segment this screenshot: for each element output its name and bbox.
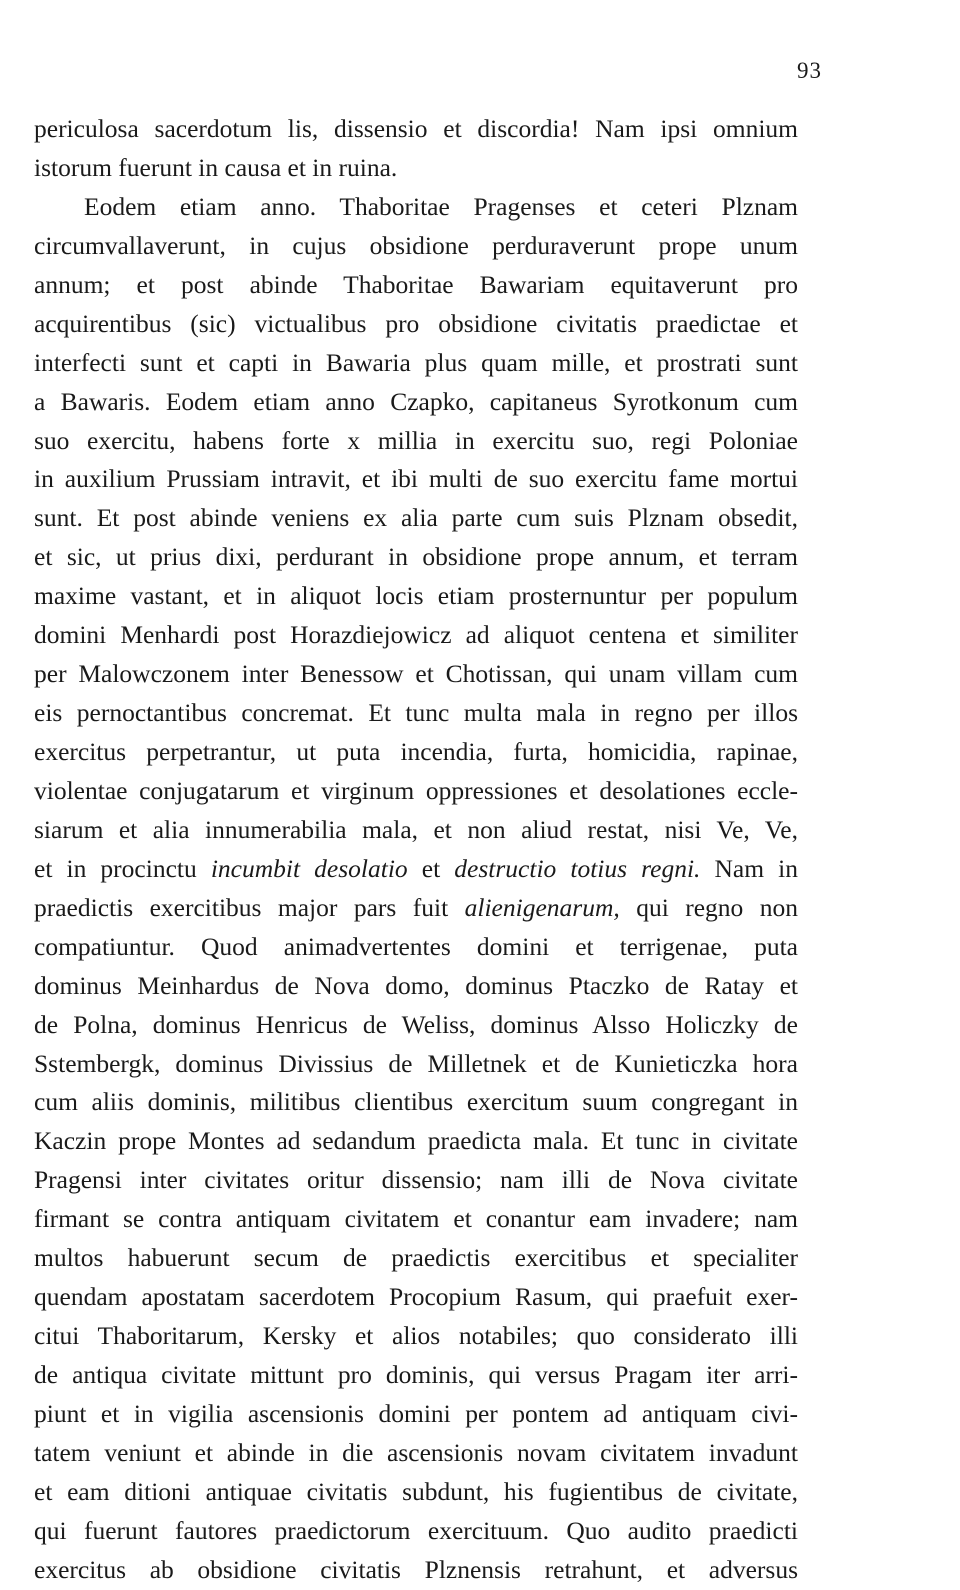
- text-line: [34, 1122, 798, 1161]
- italic-text: incumbit desolatio: [210, 853, 408, 883]
- text-line: [34, 499, 798, 538]
- text-line: [34, 538, 798, 577]
- text-segment: Pragensi inter civitates oritur dissensio; nam illi de Nova civitate: [34, 1165, 798, 1195]
- text-segment: et in procinctu: [34, 853, 211, 883]
- text-line: [34, 1395, 798, 1434]
- text-segment: Eodem etiam anno. Thaboritae Pragenses et ceteri Plznam: [84, 191, 798, 221]
- text-line: [34, 733, 798, 772]
- text-segment: annum; et post abinde Thaboritae Bawariam equitaverunt pro: [34, 269, 798, 299]
- text-segment: citui Thaboritarum, Kersky et alios notabiles; quo considerato illi: [34, 1321, 798, 1351]
- text-segment: quendam apostatam sacerdotem Procopium Rasum, qui praefuit exer-: [34, 1282, 798, 1312]
- text-segment: et: [407, 853, 455, 883]
- body-text: [34, 110, 798, 1590]
- text-segment: istorum fuerunt in causa et in ruina.: [34, 152, 398, 182]
- text-segment: qui fuerunt fautores praedictorum exercituum. Quo audito praedicti: [34, 1515, 798, 1545]
- text-line: [34, 383, 798, 422]
- text-segment: qui regno non: [619, 892, 798, 922]
- text-segment: maxime vastant, et in aliquot locis etiam prosternuntur per populum: [34, 581, 798, 611]
- italic-text: alienigenarum,: [464, 892, 620, 922]
- text-line: [34, 460, 798, 499]
- text-line: [34, 1356, 798, 1395]
- page-number: 93: [797, 58, 822, 83]
- text-segment: siarum et alia innumerabilia mala, et non aliud restat, nisi Ve, Ve,: [34, 814, 798, 844]
- text-segment: Sstembergk, dominus Divissius de Milletnek et de Kunieticzka hora: [34, 1048, 798, 1078]
- text-segment: a Bawaris. Eodem etiam anno Czapko, capitaneus Syrotkonum cum: [34, 386, 798, 416]
- text-segment: compatiuntur. Quod animadvertentes domini et terrigenae, puta: [34, 931, 798, 961]
- text-line: [34, 1278, 798, 1317]
- text-line: [34, 1161, 798, 1200]
- text-line: [34, 188, 798, 227]
- text-line: [34, 1317, 798, 1356]
- text-segment: et eam ditioni antiquae civitatis subdunt, his fugientibus de civitate,: [34, 1476, 798, 1506]
- text-line: [34, 110, 798, 149]
- text-segment: suo exercitu, habens forte x millia in exercitu suo, regi Poloniae: [34, 425, 798, 455]
- text-line: [34, 305, 798, 344]
- text-line: [34, 1239, 798, 1278]
- text-segment: violentae conjugatarum et virginum oppressiones et desolationes eccle-: [34, 775, 798, 805]
- text-line: [34, 1473, 798, 1512]
- text-segment: Nam in: [700, 853, 799, 883]
- text-segment: interfecti sunt et capti in Bawaria plus quam mille, et prostrati sunt: [34, 347, 798, 377]
- text-line: [34, 1551, 798, 1590]
- text-line: [34, 422, 798, 461]
- text-segment: tatem veniunt et abinde in die ascensionis novam civitatem invadunt: [34, 1437, 798, 1467]
- text-line: [34, 811, 798, 850]
- text-line: [34, 1045, 798, 1084]
- text-segment: periculosa sacerdotum lis, dissensio et discordia! Nam ipsi omnium: [34, 114, 798, 143]
- text-segment: in auxilium Prussiam intravit, et ibi multi de suo exercitu fame mortui: [34, 464, 798, 494]
- text-segment: eis pernoctantibus concremat. Et tunc multa mala in regno per illos: [34, 698, 798, 728]
- text-line: [34, 266, 798, 305]
- italic-text: destructio totius regni.: [454, 853, 701, 883]
- text-line: [34, 344, 798, 383]
- text-segment: per Malowczonem inter Benessow et Chotissan, qui unam villam cum: [34, 659, 798, 689]
- text-segment: circumvallaverunt, in cujus obsidione perduraverunt prope unum: [34, 230, 798, 260]
- text-segment: domini Menhardi post Horazdiejowicz ad aliquot centena et similiter: [34, 620, 798, 650]
- text-line: [34, 149, 798, 188]
- text-line: [34, 1434, 798, 1473]
- text-segment: piunt et in vigilia ascensionis domini per pontem ad antiquam civi-: [34, 1398, 798, 1428]
- text-segment: firmant se contra antiquam civitatem et conantur eam invadere; nam: [34, 1204, 798, 1234]
- text-line: [34, 772, 798, 811]
- text-segment: exercitus perpetrantur, ut puta incendia, furta, homicidia, rapinae,: [34, 737, 798, 766]
- text-segment: multos habuerunt secum de praedictis exercitibus et specialiter: [34, 1243, 798, 1273]
- text-segment: praedictis exercitibus major pars fuit: [34, 892, 465, 922]
- text-line: [34, 1083, 798, 1122]
- text-line: [34, 577, 798, 616]
- text-segment: Kaczin prope Montes ad sedandum praedicta mala. Et tunc in civitate: [34, 1126, 798, 1156]
- text-segment: et sic, ut prius dixi, perdurant in obsidione prope annum, et terram: [34, 542, 798, 572]
- text-line: [34, 967, 798, 1006]
- text-line: [34, 928, 798, 967]
- text-segment: de Polna, dominus Henricus de Weliss, dominus Alsso Holiczky de: [34, 1009, 798, 1039]
- text-segment: de antiqua civitate mittunt pro dominis, qui versus Pragam iter arri-: [34, 1360, 798, 1389]
- text-line: [34, 889, 798, 928]
- text-line: [34, 694, 798, 733]
- text-line: [34, 1006, 798, 1045]
- text-segment: exercitus ab obsidione civitatis Plznensis retrahunt, et adversus: [34, 1554, 798, 1584]
- text-segment: cum aliis dominis, militibus clientibus exercitum suum congregant in: [34, 1087, 798, 1117]
- text-segment: acquirentibus (sic) victualibus pro obsidione civitatis praedictae et: [34, 308, 798, 338]
- text-line: [34, 616, 798, 655]
- text-line: [34, 655, 798, 694]
- text-segment: sunt. Et post abinde veniens ex alia parte cum suis Plznam obsedit,: [34, 503, 798, 533]
- text-line: [34, 850, 798, 889]
- text-line: [34, 1512, 798, 1551]
- text-segment: dominus Meinhardus de Nova domo, dominus Ptaczko de Ratay et: [34, 970, 798, 1000]
- text-line: [34, 227, 798, 266]
- text-line: [34, 1200, 798, 1239]
